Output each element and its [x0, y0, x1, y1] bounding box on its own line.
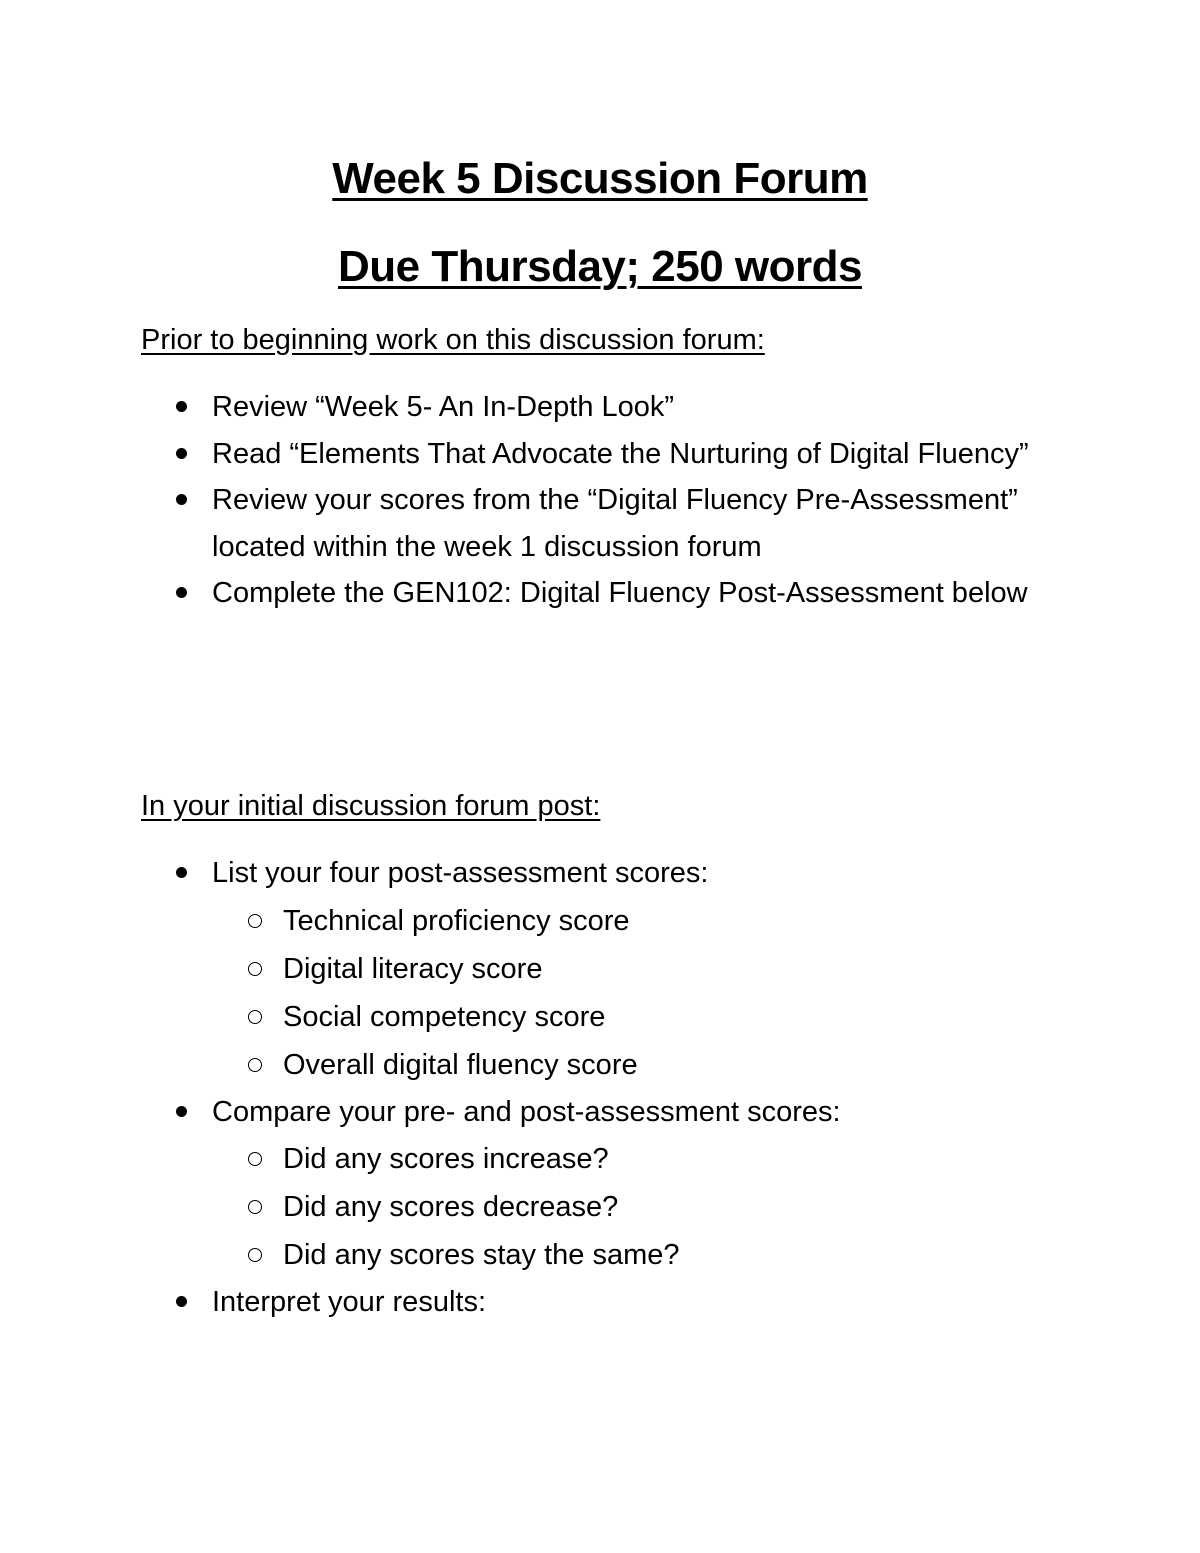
sublist-item-text: Overall digital fluency score	[283, 1048, 638, 1081]
hollow-bullet-icon	[248, 1248, 262, 1262]
sublist-item-text: Technical proficiency score	[283, 904, 630, 937]
bullet-icon	[176, 1296, 187, 1307]
sublist-item	[212, 993, 1040, 1041]
hollow-bullet-icon	[248, 962, 262, 976]
bullet-icon	[176, 1106, 187, 1117]
sublist-item	[212, 945, 1040, 993]
sublist-item-text: Digital literacy score	[283, 952, 543, 985]
post-requirements-list	[0, 850, 1200, 1326]
sublist-item	[212, 1041, 1040, 1089]
bullet-icon	[176, 494, 187, 505]
bullet-icon	[176, 448, 187, 459]
hollow-bullet-icon	[248, 1152, 262, 1166]
list-item-text: Review “Week 5- An In-Depth Look”	[212, 391, 675, 423]
list-item-text: Review your scores from the “Digital Fluency Pre-Assessment” located within the week 1 discussion forum	[212, 484, 1018, 563]
list-item	[0, 431, 1200, 478]
sublist-item	[212, 1135, 1040, 1183]
sublist-item	[212, 1231, 1040, 1279]
hollow-bullet-icon	[248, 1010, 262, 1024]
prior-tasks-list	[0, 384, 1200, 617]
hollow-bullet-icon	[248, 1200, 262, 1214]
sublist-item-text: Social competency score	[283, 1000, 606, 1033]
list-item	[0, 850, 1200, 1089]
page-subtitle	[0, 241, 1200, 293]
bullet-icon	[176, 587, 187, 598]
hollow-bullet-icon	[248, 1058, 262, 1072]
sublist-item-text: Did any scores stay the same?	[283, 1239, 680, 1271]
section-heading-post: In your initial discussion forum post:	[141, 790, 601, 822]
list-item-text: List your four post-assessment scores:	[212, 857, 709, 889]
scores-sublist	[212, 897, 1040, 1089]
list-item	[0, 570, 1200, 617]
sublist-item	[212, 1183, 1040, 1231]
list-item-text: Compare your pre- and post-assessment scores:	[212, 1095, 841, 1128]
compare-sublist	[212, 1135, 1040, 1279]
list-item	[0, 384, 1200, 431]
page-title-text: Week 5 Discussion Forum	[332, 154, 868, 203]
section-heading-prior: Prior to beginning work on this discussion forum:	[141, 324, 765, 356]
sublist-item-text: Did any scores decrease?	[283, 1191, 619, 1223]
list-item	[0, 477, 1200, 570]
hollow-bullet-icon	[248, 914, 262, 928]
bullet-icon	[176, 867, 187, 878]
sublist-item	[212, 897, 1040, 945]
page-subtitle-text: Due Thursday; 250 words	[338, 242, 862, 291]
list-item	[0, 1279, 1200, 1326]
page-title	[0, 153, 1200, 205]
bullet-icon	[176, 401, 187, 412]
list-item-text: Interpret your results:	[212, 1286, 486, 1318]
list-item	[0, 1089, 1200, 1280]
sublist-item-text: Did any scores increase?	[283, 1143, 609, 1175]
list-item-text: Complete the GEN102: Digital Fluency Post-Assessment below	[212, 577, 1028, 609]
list-item-text: Read “Elements That Advocate the Nurturing of Digital Fluency”	[212, 437, 1029, 470]
